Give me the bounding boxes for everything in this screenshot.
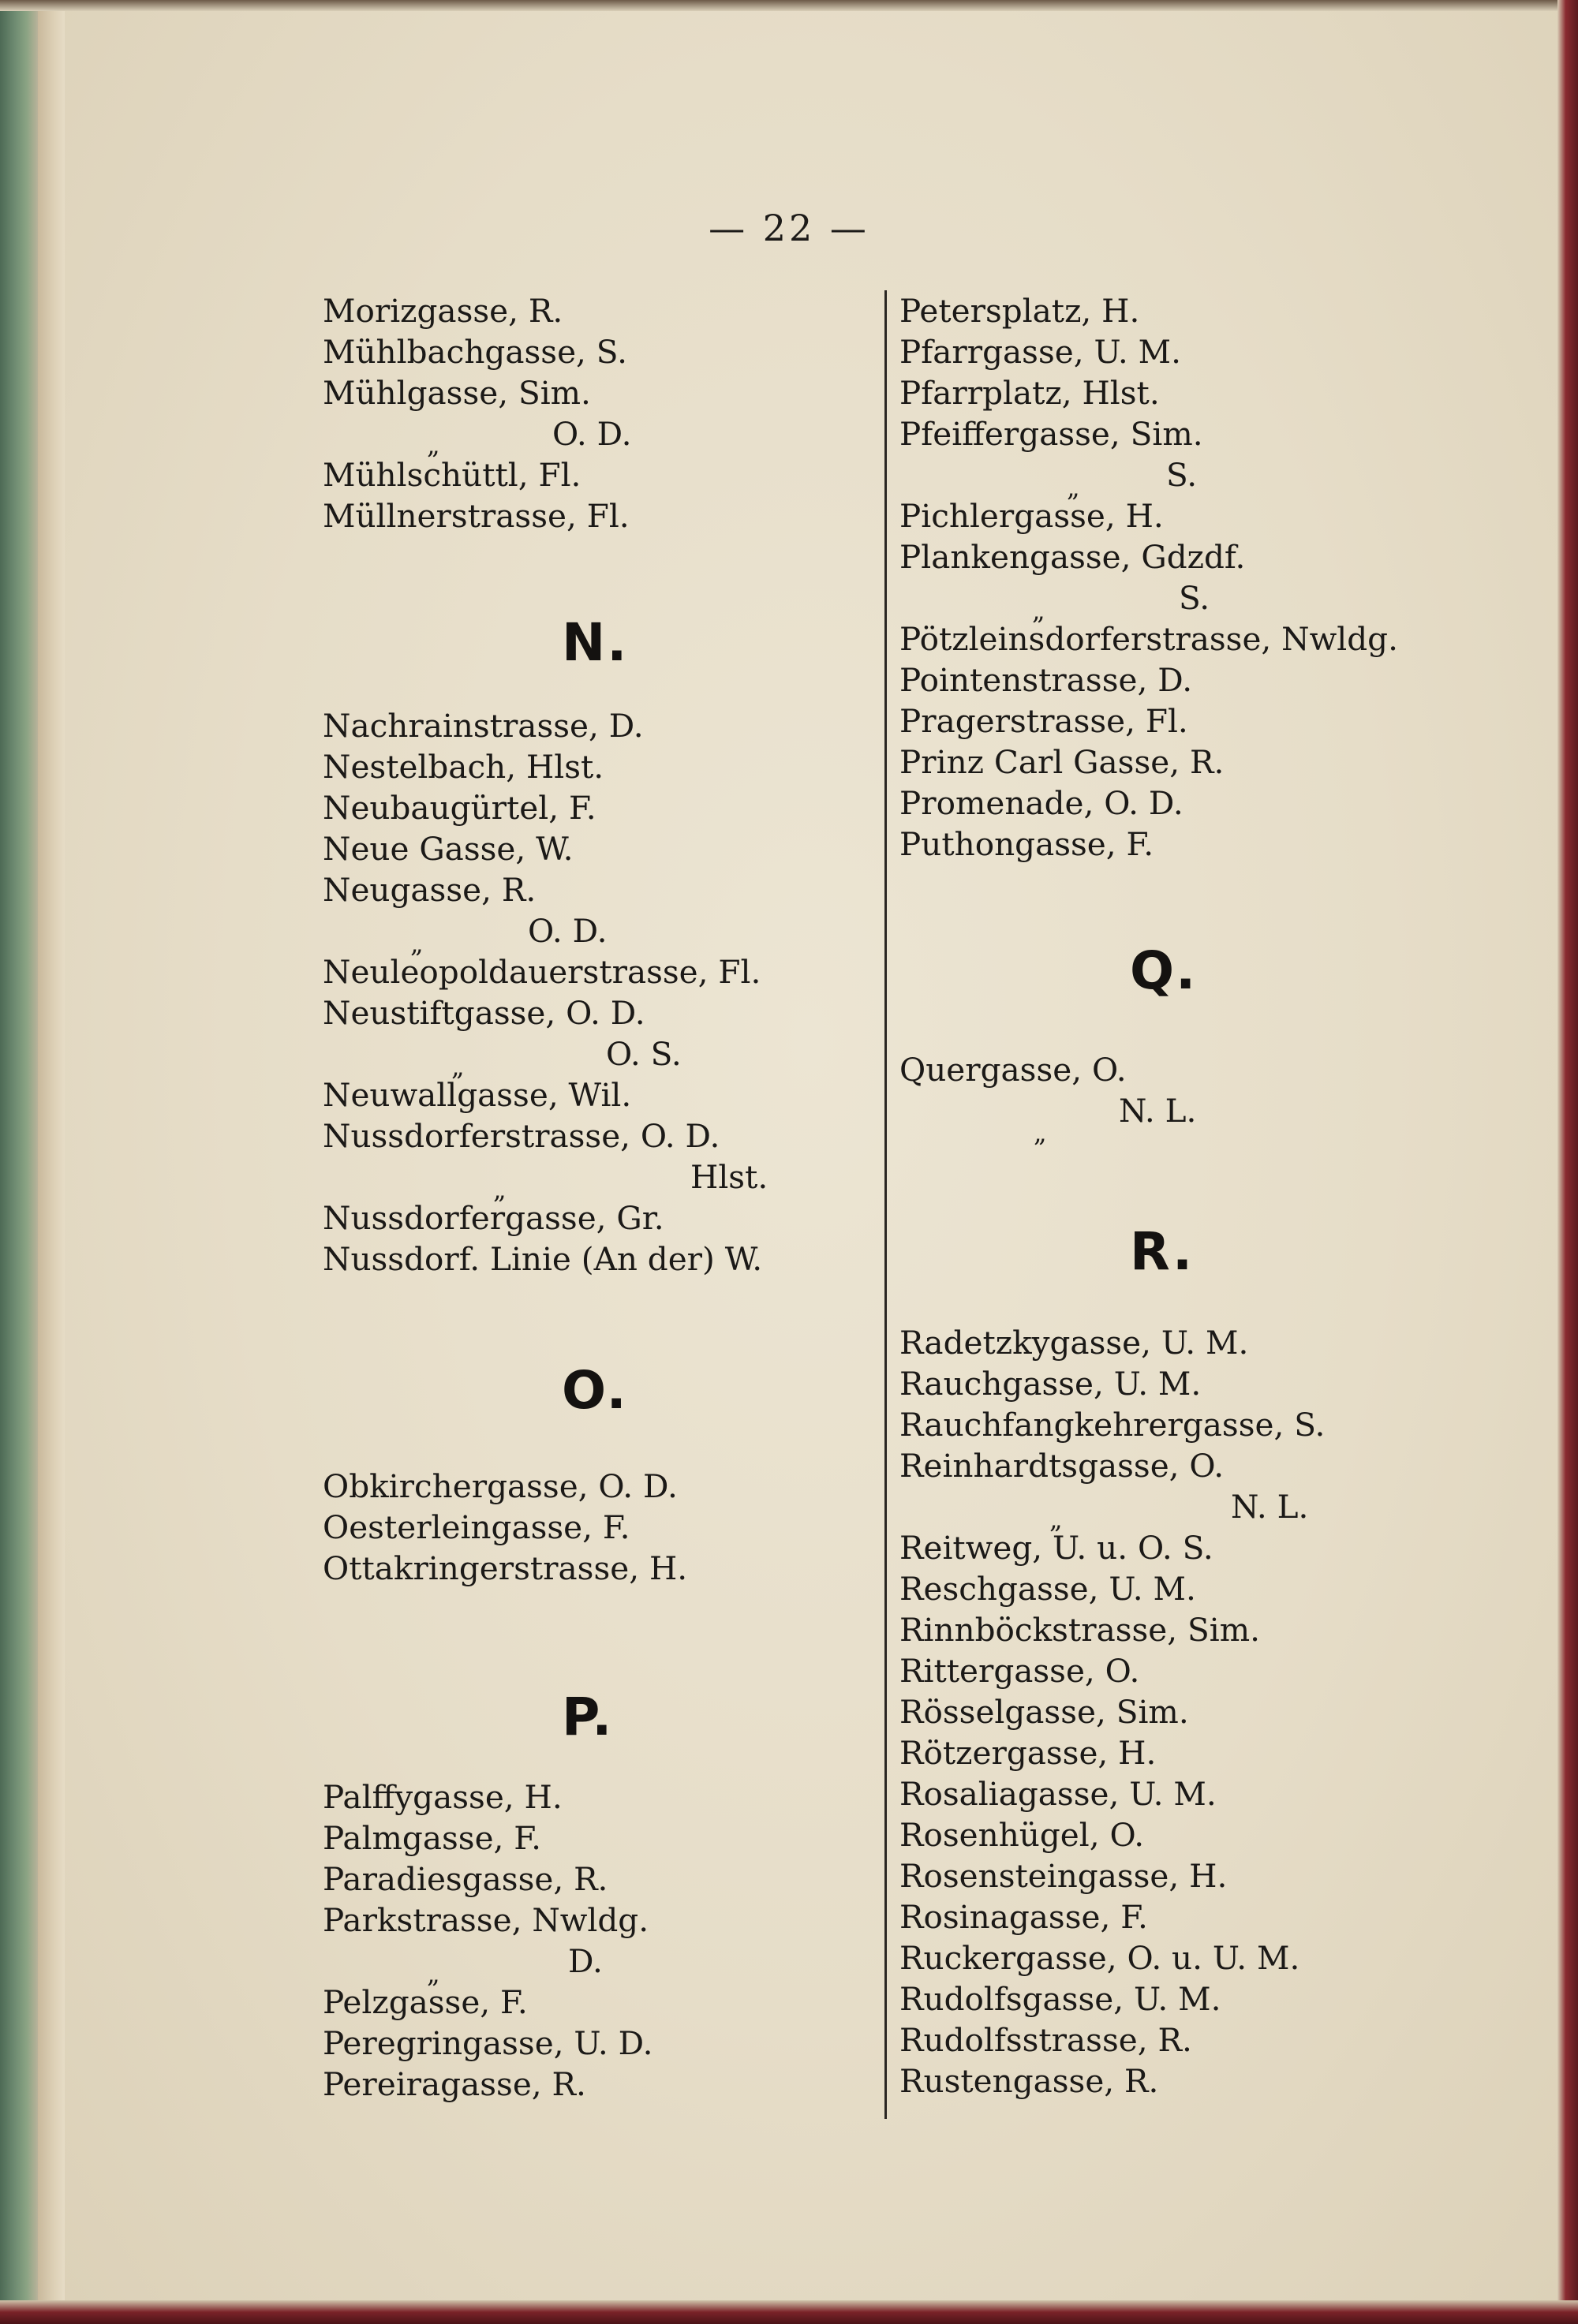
street-entry: Quergasse, O. [899,1051,1127,1089]
street-entry: Neuleopoldauerstrasse, Fl. [323,953,761,991]
street-entry: Nestelbach, Hlst. [323,748,604,786]
street-entry: Rötzergasse, H. [899,1734,1157,1772]
street-entry: Pereiragasse, R. [323,2065,586,2103]
street-entry: Neugasse, R. [323,871,537,909]
street-entry: Rinnböckstrasse, Sim. [899,1611,1260,1649]
street-entry: Rosenhügel, O. [899,1816,1145,1854]
street-entry: Paradiesgasse, R. [323,1860,608,1898]
street-entry: Palmgasse, F. [323,1819,541,1857]
ditto-mark: „ [427,430,440,460]
ditto-mark: „ [451,1052,465,1082]
street-entry: Rittergasse, O. [899,1652,1140,1690]
street-entry: Ottakringerstrasse, H. [323,1549,688,1587]
street-entry: Rosensteingasse, H. [899,1857,1228,1895]
section-heading-n: N. [562,612,629,673]
street-entry: Prinz Carl Gasse, R. [899,743,1225,781]
street-entry-continuation: S. [1166,456,1198,494]
section-heading-r: R. [1130,1221,1195,1282]
section-heading-o: O. [562,1360,628,1421]
page-gutter [38,0,65,2324]
street-entry: Pragerstrasse, Fl. [899,702,1188,740]
street-entry: Pfarrgasse, U. M. [899,333,1181,371]
street-entry: Peregringasse, U. D. [323,2024,653,2062]
ditto-mark: „ [410,928,424,958]
street-entry: Rösselgasse, Sim. [899,1693,1189,1731]
section-heading-q: Q. [1130,940,1198,1001]
ditto-mark: „ [1032,596,1045,626]
street-entry: Puthongasse, F. [899,825,1154,863]
ditto-mark: „ [1049,1504,1063,1534]
book-page [65,11,1557,2300]
street-entry: Rustengasse, R. [899,2062,1159,2100]
street-entry: Neubaugürtel, F. [323,789,596,827]
street-entry: Pelzgasse, F. [323,1983,528,2021]
street-entry: Reschgasse, U. M. [899,1570,1196,1608]
ditto-mark: „ [427,1959,440,1989]
street-entry: Reinhardtsgasse, O. [899,1447,1225,1485]
street-entry: Mühlschüttl, Fl. [323,456,581,494]
street-entry: Pfarrplatz, Hlst. [899,374,1160,412]
bottom-cover-edge [0,2300,1578,2324]
street-entry: Rauchgasse, U. M. [899,1365,1202,1403]
ditto-mark: „ [493,1175,507,1205]
ditto-mark: „ [1067,473,1080,503]
street-entry-continuation: O. S. [606,1035,682,1073]
street-entry: Radetzkygasse, U. M. [899,1324,1249,1362]
street-entry-continuation: N. L. [1119,1092,1197,1130]
street-entry: Mühlgasse, Sim. [323,374,591,412]
street-entry: Rudolfsgasse, U. M. [899,1980,1221,2018]
street-entry-continuation: O. D. [528,912,608,950]
street-entry: Nussdorf. Linie (An der) W. [323,1240,763,1278]
street-entry: Pötzleinsdorferstrasse, Nwldg. [899,620,1398,658]
street-entry: Rauchfangkehrergasse, S. [899,1406,1326,1444]
street-entry-continuation: N. L. [1231,1488,1309,1526]
street-entry-continuation: Hlst. [690,1158,768,1196]
street-entry: Oesterleingasse, F. [323,1508,630,1546]
street-entry: Morizgasse, R. [323,292,563,330]
street-entry: Obkirchergasse, O. D. [323,1467,678,1505]
street-entry: Neue Gasse, W. [323,830,574,868]
street-entry: Pointenstrasse, D. [899,661,1193,699]
street-entry: Rosaliagasse, U. M. [899,1775,1217,1813]
ditto-mark: „ [1034,1118,1047,1148]
street-entry: Ruckergasse, O. u. U. M. [899,1939,1300,1977]
street-entry: Reitweg, U. u. O. S. [899,1529,1213,1567]
street-entry: Neuwallgasse, Wil. [323,1076,632,1114]
street-entry-continuation: O. D. [552,415,632,453]
street-entry: Pichlergasse, H. [899,497,1164,535]
street-entry: Parkstrasse, Nwldg. [323,1901,649,1939]
street-entry: Mühlbachgasse, S. [323,333,627,371]
section-heading-p: P. [562,1687,614,1747]
street-entry-continuation: D. [568,1942,603,1980]
top-page-edge [0,0,1578,11]
street-entry-continuation: S. [1179,579,1210,617]
street-entry: Pfeiffergasse, Sim. [899,415,1203,453]
street-entry: Plankengasse, Gdzdf. [899,538,1246,576]
street-entry: Petersplatz, H. [899,292,1140,330]
street-entry: Rudolfsstrasse, R. [899,2021,1192,2059]
street-entry: Neustiftgasse, O. D. [323,994,645,1032]
street-entry: Nussdorferstrasse, O. D. [323,1117,720,1155]
street-entry: Rosinagasse, F. [899,1898,1148,1936]
book-binding-cloth [0,0,38,2324]
street-entry: Promenade, O. D. [899,784,1184,822]
page-number: — 22 — [709,207,869,249]
street-entry: Nussdorfergasse, Gr. [323,1199,664,1237]
street-entry: Müllnerstrasse, Fl. [323,497,630,535]
column-divider-rule [884,290,887,2119]
street-entry: Palffygasse, H. [323,1778,563,1816]
street-entry: Nachrainstrasse, D. [323,707,644,745]
right-cover-edge [1557,0,1578,2324]
